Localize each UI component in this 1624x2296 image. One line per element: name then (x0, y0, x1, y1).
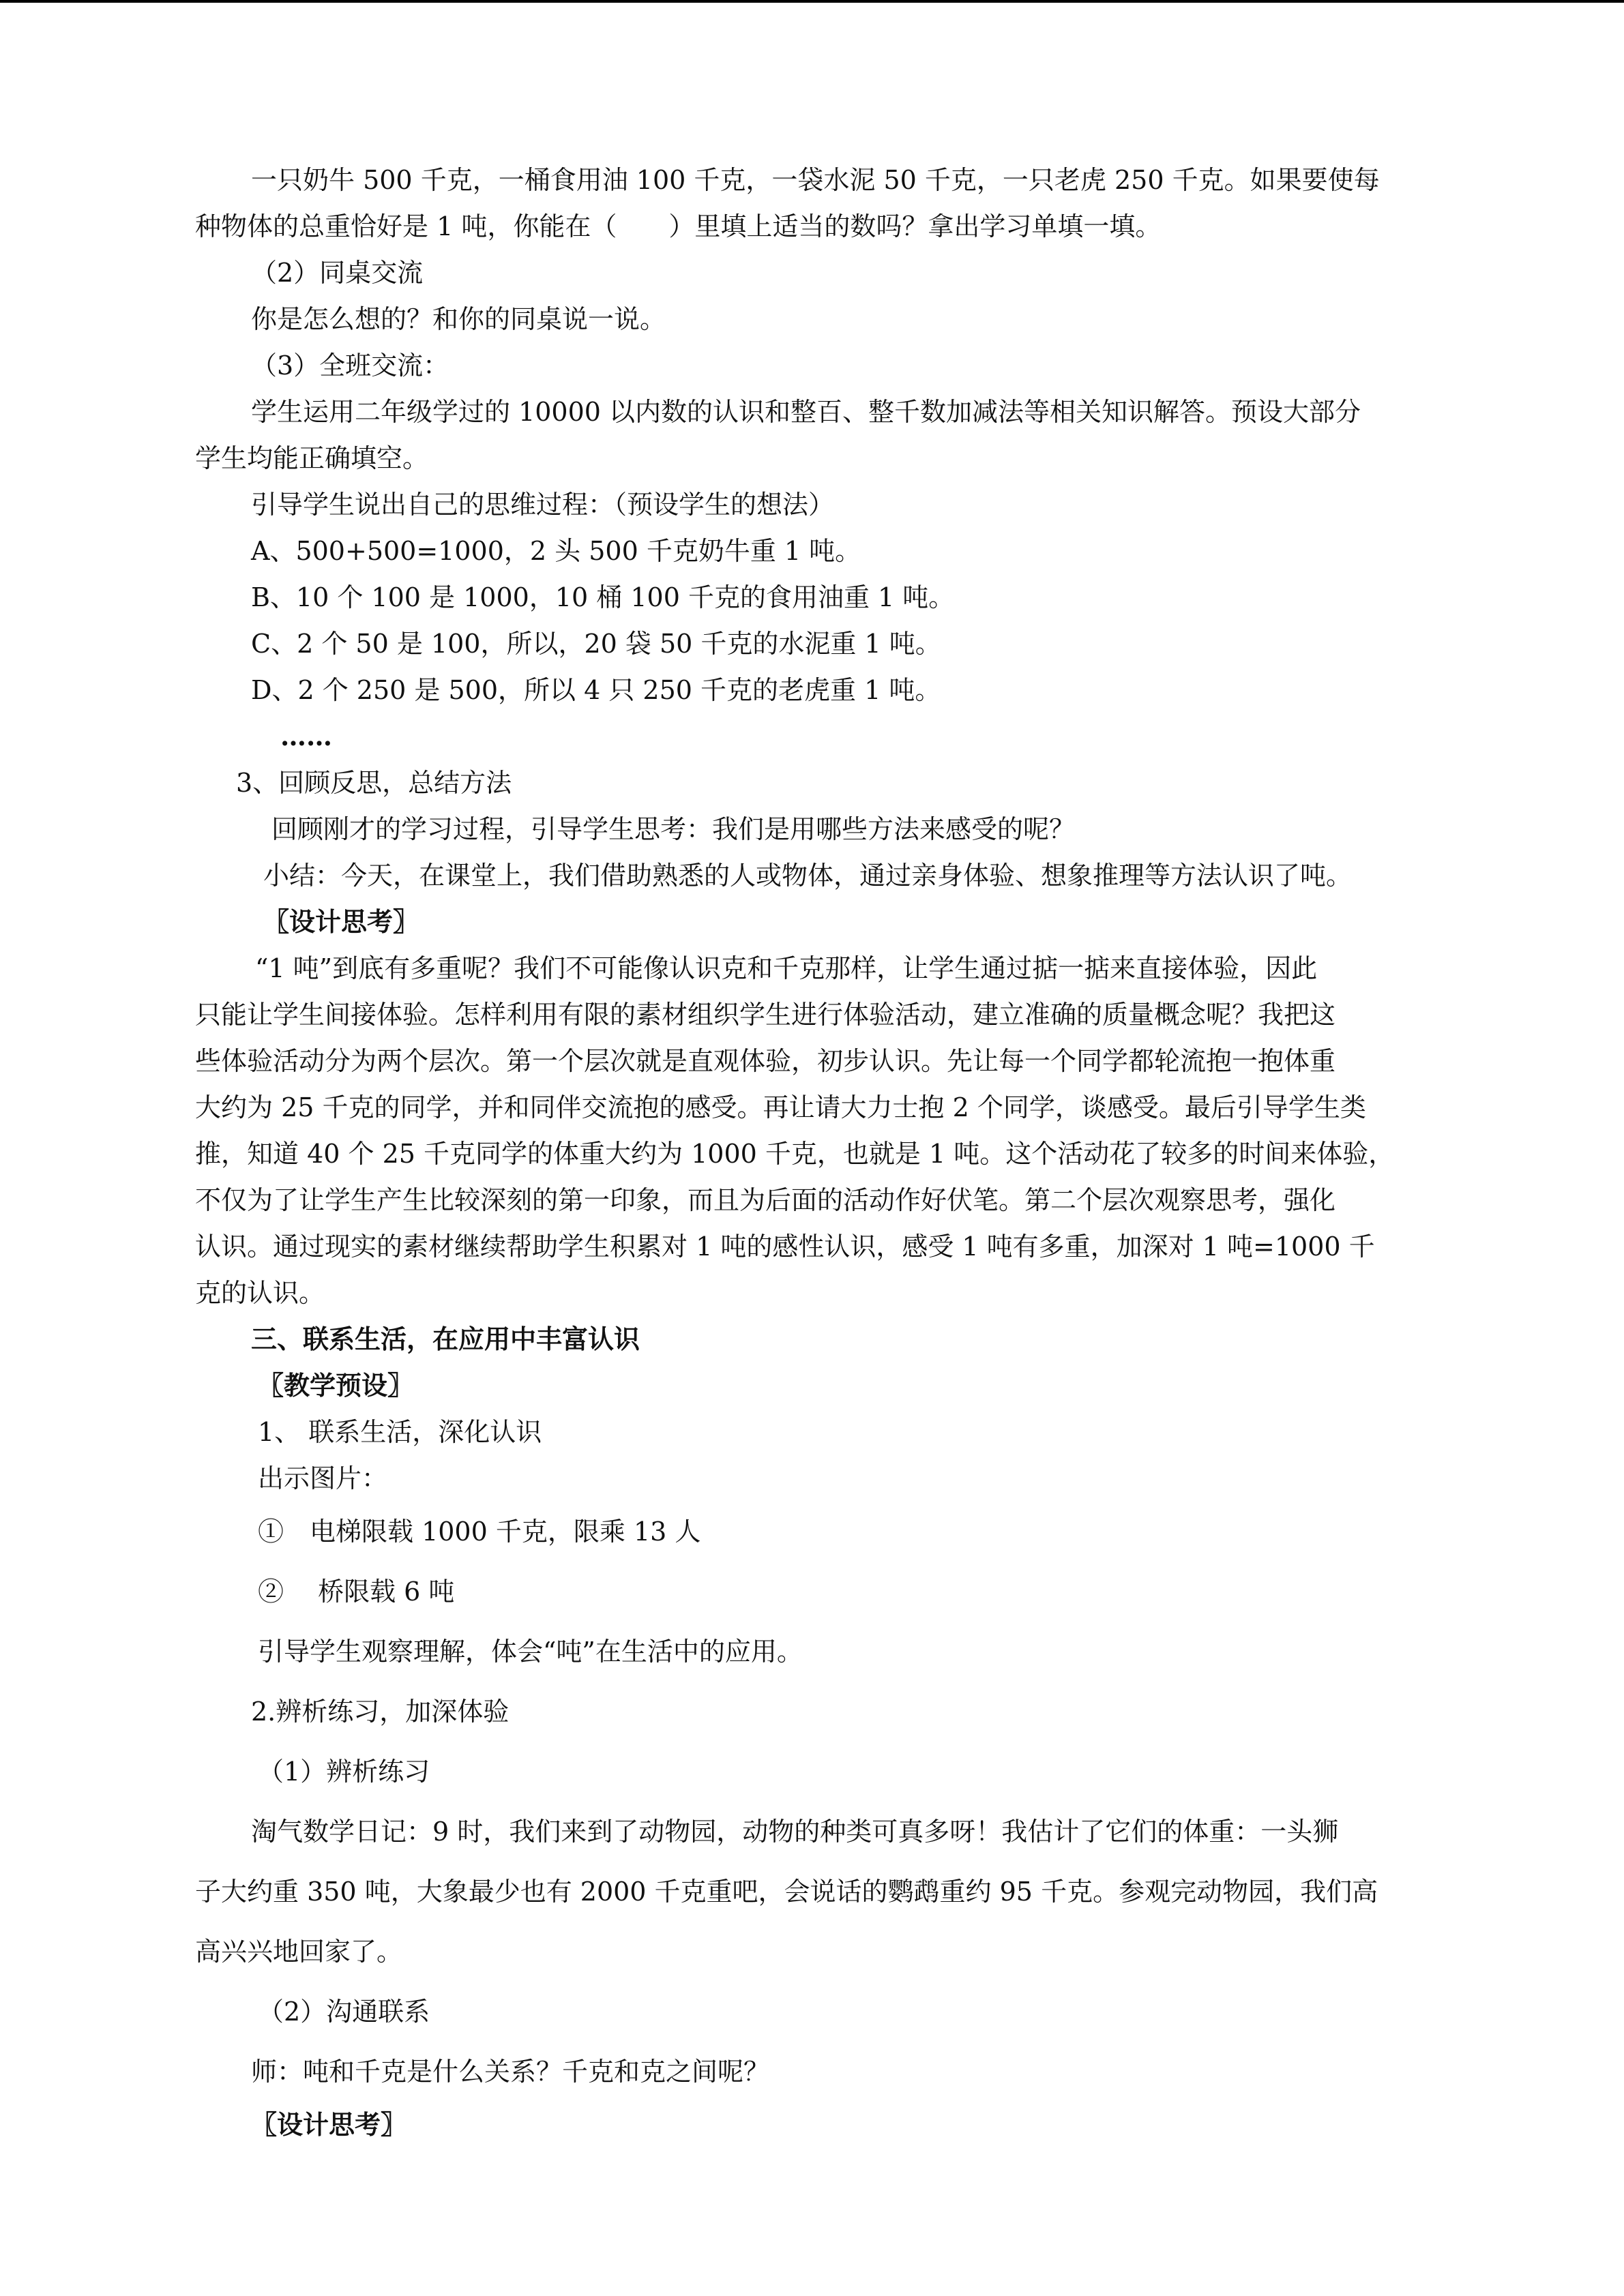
subheading-practice: 2.辨析练习，加深体验 (251, 1697, 510, 1727)
diary-line: 高兴兴地回家了。 (195, 1937, 403, 1967)
design-thinking-heading: 〖设计思考〗 (251, 2109, 407, 2140)
text-line: 一只奶牛 500 千克，一桶食用油 100 千克，一袋水泥 50 千克，一只老虎 250 千克。如果要使每 (251, 165, 1380, 195)
text-line: 出示图片： (258, 1463, 388, 1493)
design-paragraph-line: 不仅为了让学生产生比较深刻的第一印象，而且为后面的活动作好伏笔。第二个层次观察思考，强化 (195, 1185, 1336, 1215)
answer-option-b: B、10 个 100 是 1000，10 桶 100 千克的食用油重 1 吨。 (251, 582, 955, 612)
design-paragraph-line: “1 吨”到底有多重呢？我们不可能像认识克和千克那样，让学生通过掂一掂来直接体验，因此 (255, 953, 1318, 983)
text-line: 学生运用二年级学过的 10000 以内数的认识和整百、整千数加减法等相关知识解答。预设大部分 (251, 397, 1361, 427)
diary-line: 淘气数学日记：9 时，我们来到了动物园，动物的种类可真多呀！我估计了它们的体重：一头狮 (251, 1817, 1339, 1847)
design-paragraph-line: 认识。通过现实的素材继续帮助学生积累对 1 吨的感性认识，感受 1 吨有多重，加深对 1 吨=1000 千 (195, 1232, 1375, 1262)
summary-line: 小结：今天，在课堂上，我们借助熟悉的人或物体，通过亲身体验、想象推理等方法认识了吨。 (263, 861, 1353, 891)
design-paragraph-line: 克的认识。 (195, 1278, 325, 1308)
subheading-connect: （2）沟通联系 (258, 1997, 430, 2027)
teacher-question: 师：吨和千克是什么关系？千克和克之间呢？ (251, 2057, 770, 2087)
subheading-review: 3、回顾反思，总结方法 (236, 768, 512, 798)
text-line: 你是怎么想的？和你的同桌说一说。 (251, 304, 666, 334)
design-paragraph-line: 些体验活动分为两个层次。第一个层次就是直观体验，初步认识。先让每一个同学都轮流抱一抱体重 (195, 1046, 1336, 1076)
text-line: 引导学生说出自己的思维过程：（预设学生的想法） (251, 490, 835, 520)
section-heading-3: 三、联系生活，在应用中丰富认识 (251, 1324, 640, 1354)
text-line: 种物体的总重恰好是 1 吨，你能在（ ）里填上适当的数吗？拿出学习单填一填。 (195, 211, 1162, 241)
diary-line: 子大约重 350 吨，大象最少也有 2000 千克重吧，会说话的鹦鹉重约 95 千克。参观完动物园，我们高 (195, 1877, 1378, 1907)
design-paragraph-line: 大约为 25 千克的同学，并和同伴交流抱的感受。再让请大力士抱 2 个同学，谈感受。最后引导学生类 (195, 1092, 1366, 1122)
top-border-rule (0, 0, 1624, 3)
text-line: 回顾刚才的学习过程，引导学生思考：我们是用哪些方法来感受的呢？ (271, 814, 1076, 844)
answer-option-d: D、2 个 250 是 500，所以 4 只 250 千克的老虎重 1 吨。 (251, 675, 941, 705)
design-paragraph-line: 推，知道 40 个 25 千克同学的体重大约为 1000 千克，也就是 1 吨。这个活动花了较多的时间来体验， (195, 1139, 1395, 1169)
document-page (195, 157, 1457, 2148)
answer-option-a: A、500+500=1000，2 头 500 千克奶牛重 1 吨。 (251, 536, 861, 566)
text-line: 学生均能正确填空。 (195, 443, 429, 473)
picture-item-1: ① 电梯限载 1000 千克，限乘 13 人 (258, 1517, 701, 1547)
design-paragraph-line: 只能让学生间接体验。怎样利用有限的素材组织学生进行体验活动，建立准确的质量概念呢？我把这 (195, 1000, 1336, 1030)
design-thinking-heading: 〖设计思考〗 (263, 906, 419, 937)
teaching-plan-heading: 〖教学预设〗 (258, 1370, 414, 1401)
subheading-link-life: 1、 联系生活，深化认识 (258, 1417, 542, 1447)
text-line: 引导学生观察理解，体会“吨”在生活中的应用。 (258, 1637, 803, 1667)
ellipsis: …… (280, 721, 332, 751)
subheading-analyze: （1）辨析练习 (258, 1757, 430, 1787)
subheading-class-discussion: （3）全班交流： (251, 351, 449, 381)
picture-item-2: ② 桥限载 6 吨 (258, 1577, 455, 1607)
answer-option-c: C、2 个 50 是 100，所以，20 袋 50 千克的水泥重 1 吨。 (251, 629, 941, 659)
subheading-pair-discussion: （2）同桌交流 (251, 258, 424, 288)
